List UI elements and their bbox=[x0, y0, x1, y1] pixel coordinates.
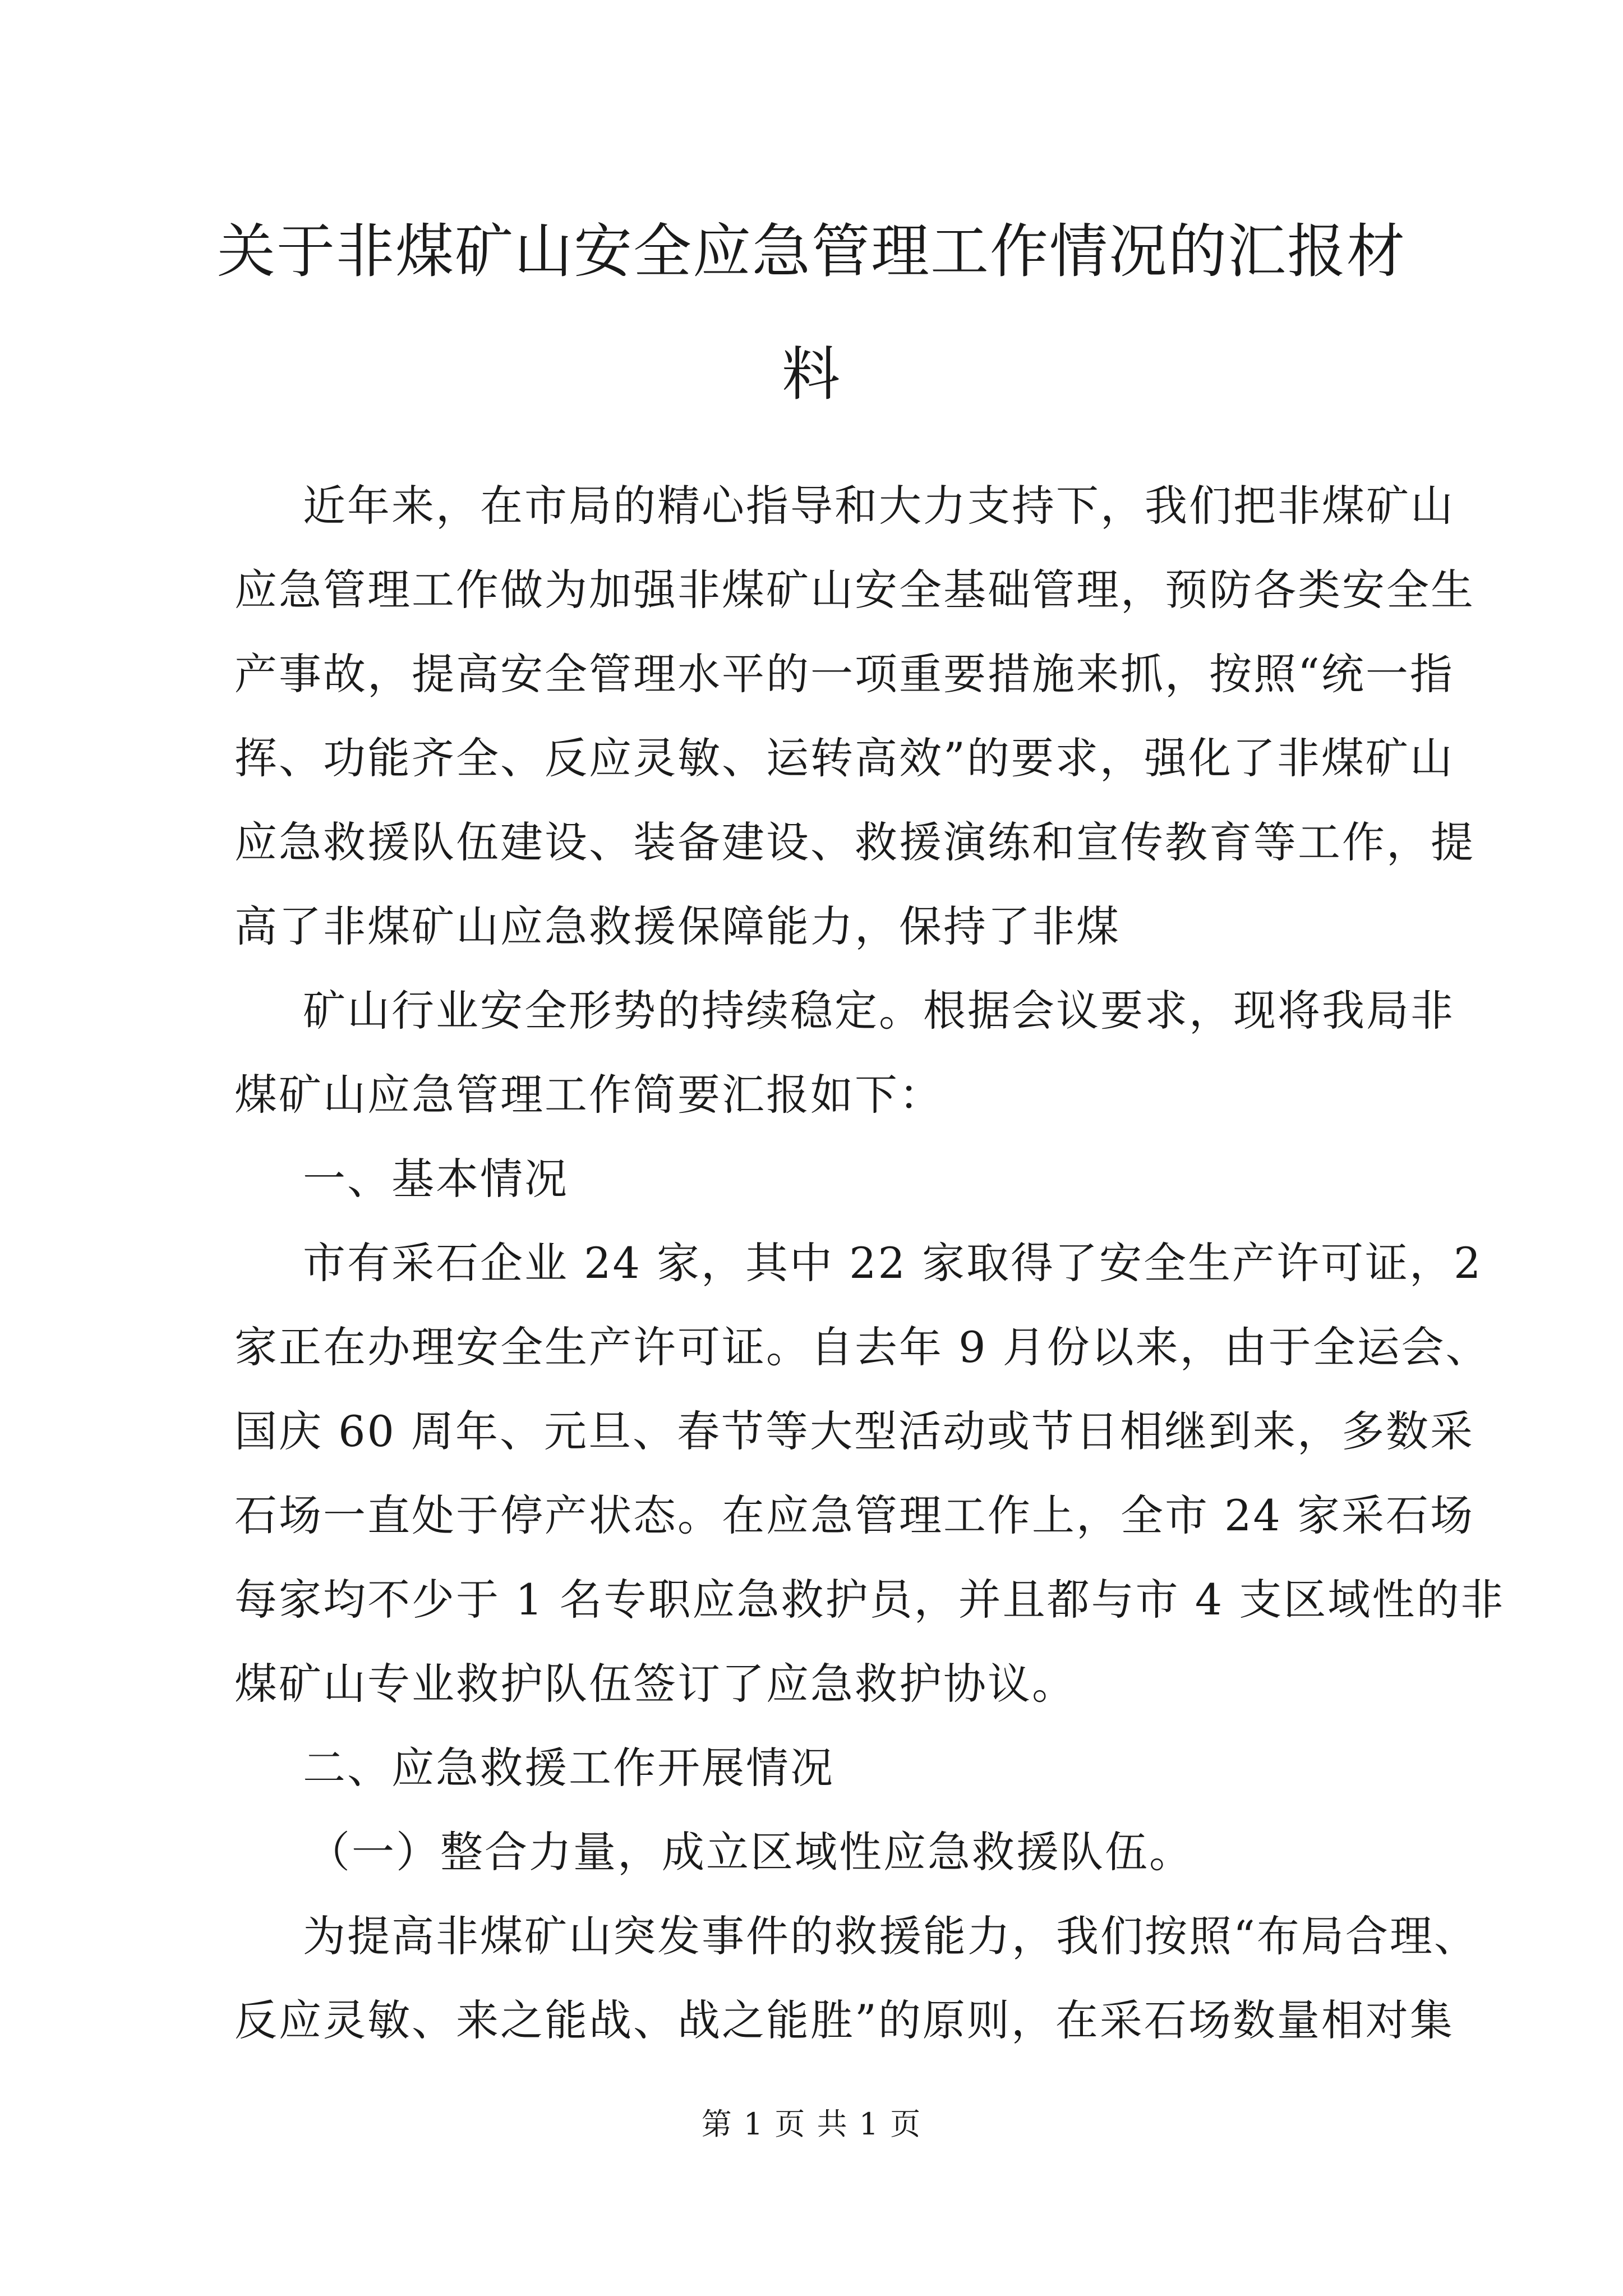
body-line-2: 应急管理工作做为加强非煤矿山安全基础管理，预防各类安全生 bbox=[234, 565, 1475, 615]
body-line-18: 为提高非煤矿山突发事件的救援能力，我们按照“布局合理、 bbox=[303, 1911, 1478, 1961]
body-line-7: 矿山行业安全形势的持续稳定。根据会议要求，现将我局非 bbox=[303, 986, 1455, 1036]
body-line-14: 每家均不少于 1 名专职应急救护员，并且都与市 4 支区域性的非 bbox=[234, 1575, 1505, 1625]
body-line-6: 高了非煤矿山应急救援保障能力，保持了非煤 bbox=[234, 901, 1121, 951]
page-footer: 第 1 页 共 1 页 bbox=[701, 2106, 922, 2142]
body-line-4: 挥、功能齐全、反应灵敏、运转高效”的要求，强化了非煤矿山 bbox=[234, 733, 1454, 783]
subsection-heading-1: （一）整合力量，成立区域性应急救援队伍。 bbox=[307, 1827, 1193, 1877]
section-heading-1: 一、基本情况 bbox=[303, 1154, 569, 1204]
body-line-5: 应急救援队伍建设、装备建设、救援演练和宣传教育等工作，提 bbox=[234, 817, 1475, 867]
body-line-13: 石场一直处于停产状态。在应急管理工作上，全市 24 家采石场 bbox=[234, 1490, 1475, 1540]
section-heading-2: 二、应急救援工作开展情况 bbox=[303, 1743, 834, 1793]
body-line-11: 家正在办理安全生产许可证。自去年 9 月份以来，由于全运会、 bbox=[234, 1322, 1490, 1372]
body-line-12: 国庆 60 周年、元旦、春节等大型活动或节日相继到来，多数采 bbox=[234, 1406, 1475, 1456]
body-line-19: 反应灵敏、来之能战、战之能胜”的原则，在采石场数量相对集 bbox=[234, 1995, 1454, 2045]
body-line-3: 产事故，提高安全管理水平的一项重要措施来抓，按照“统一指 bbox=[234, 649, 1454, 699]
body-line-10: 市有采石企业 24 家，其中 22 家取得了安全生产许可证，2 bbox=[303, 1238, 1483, 1288]
document-title-line-1: 关于非煤矿山安全应急管理工作情况的汇报材 bbox=[216, 217, 1406, 286]
body-line-8: 煤矿山应急管理工作简要汇报如下： bbox=[234, 1070, 943, 1120]
body-line-15: 煤矿山专业救护队伍签订了应急救护协议。 bbox=[234, 1659, 1076, 1709]
document-title-line-2: 料 bbox=[781, 340, 841, 408]
body-line-1: 近年来，在市局的精心指导和大力支持下，我们把非煤矿山 bbox=[303, 481, 1455, 531]
